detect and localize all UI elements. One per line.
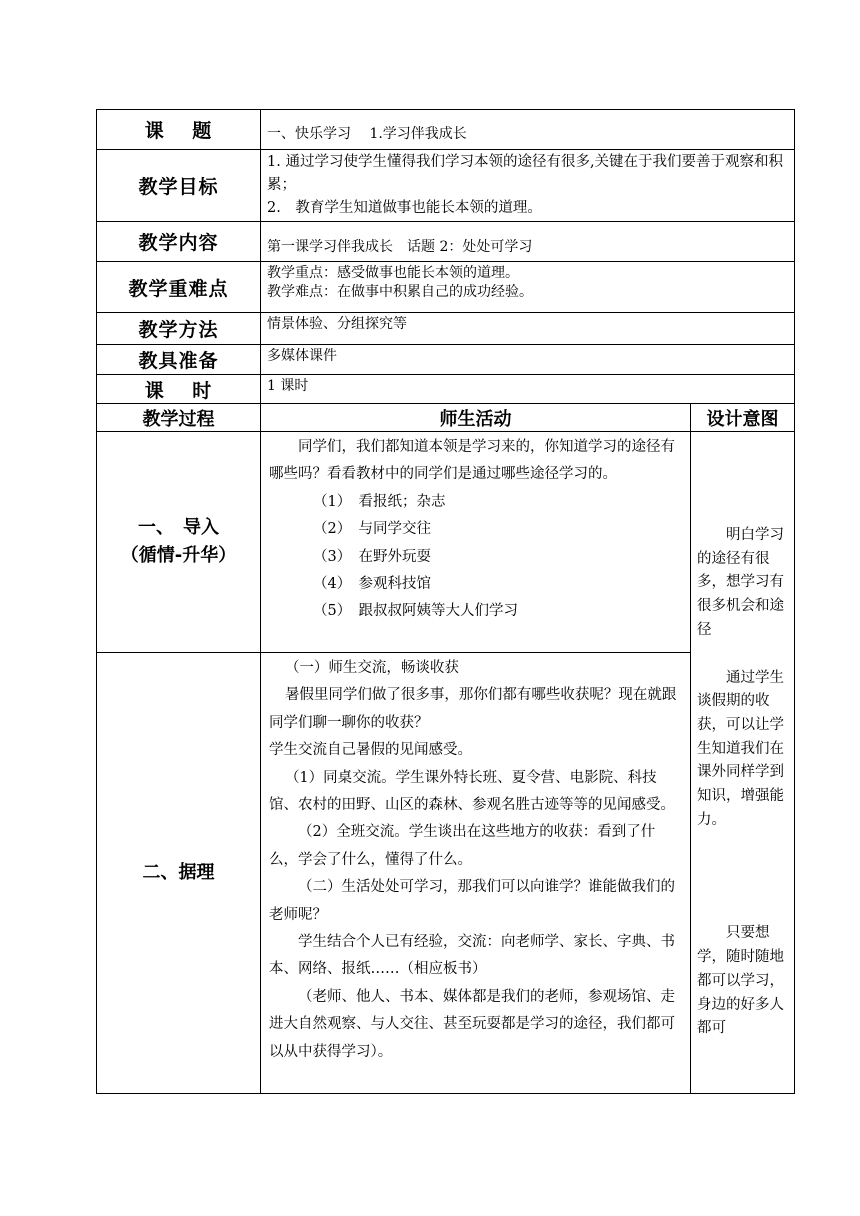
list-item: （2） 与同学交往 <box>313 521 431 538</box>
header-intent: 设计意图 <box>691 404 795 432</box>
row-section-reasoning <box>97 653 795 1094</box>
value-line: 2. 教育学生知道做事也能长本领的道理。 <box>267 200 542 216</box>
value-objectives <box>261 150 795 222</box>
list-item: （4） 参观科技馆 <box>313 576 431 593</box>
activity-paragraph: （2）全班交流。学生谈出在这些地方的收获：看到了什么，学会了什么，懂得了什么。 <box>269 824 656 868</box>
label-objectives: 教学目标 <box>97 150 261 222</box>
stage-subtitle: （循情-升华） <box>120 545 237 566</box>
activity-paragraph: 同学们，我们都知道本领是学习来的，你知道学习的途径有哪些吗？看看教材中的同学们是通过哪些途径学习的。 <box>269 439 675 483</box>
intent-paragraph: 明白学习的途径有很多，想学习有很多机会和途径 <box>697 527 784 638</box>
value-line: 1 课时 <box>267 378 309 394</box>
row-tools <box>97 345 795 375</box>
label-topic: 课 题 <box>97 110 261 150</box>
stage-intro <box>97 432 261 653</box>
label-methods: 教学方法 <box>97 313 261 345</box>
row-section-intro <box>97 432 795 653</box>
value-content <box>261 222 795 262</box>
row-process-header <box>97 404 795 432</box>
value-periods <box>261 375 795 404</box>
value-line: 一、快乐学习 1.学习伴我成长 <box>267 126 467 142</box>
stage-title: 一、 导入 <box>138 517 219 538</box>
value-topic <box>261 110 795 150</box>
intent-paragraph: 通过学生谈假期的收获，可以让学生知道我们在课外同样学到知识，增强能力。 <box>697 669 784 828</box>
activity-paragraph: 学生交流自己暑假的见闻感受。 <box>269 742 472 759</box>
value-line: 多媒体课件 <box>267 348 337 364</box>
value-methods <box>261 313 795 345</box>
row-methods <box>97 313 795 345</box>
label-content: 教学内容 <box>97 222 261 262</box>
value-line: 教学重点：感受做事也能长本领的道理。 <box>267 265 519 281</box>
activity-paragraph: （二）生活处处可学习，那我们可以向谁学？谁能做我们的老师呢？ <box>269 879 675 923</box>
value-line: 第一课学习伴我成长 话题 2：处处可学习 <box>267 239 533 255</box>
value-line: 情景体验、分组探究等 <box>267 316 407 332</box>
label-key-points: 教学重难点 <box>97 262 261 313</box>
list-item: （5） 跟叔叔阿姨等大人们学习 <box>313 603 518 620</box>
activity-reasoning <box>261 653 691 1094</box>
lesson-plan-table <box>96 109 795 1094</box>
value-key-points <box>261 262 795 313</box>
header-activity: 师生活动 <box>261 404 691 432</box>
intent-paragraph: 只要想学，随时随地都可以学习，身边的好多人都可 <box>697 925 784 1037</box>
row-content <box>97 222 795 262</box>
list-item: （1） 看报纸；杂志 <box>313 493 446 510</box>
row-periods <box>97 375 795 404</box>
row-topic <box>97 110 795 150</box>
label-tools: 教具准备 <box>97 345 261 375</box>
design-intent-cell <box>691 432 795 1094</box>
value-line: 教学难点：在做事中积累自己的成功经验。 <box>267 284 533 300</box>
activity-paragraph: （一）师生交流，畅谈收获 <box>284 660 459 676</box>
list-item: （3） 在野外玩耍 <box>313 548 431 565</box>
header-stage: 教学过程 <box>97 404 261 432</box>
activity-paragraph: 暑假里同学们做了很多事，那你们都有哪些收获呢？现在就跟同学们聊一聊你的收获？ <box>269 687 677 731</box>
activity-paragraph: 学生结合个人已有经验，交流：向老师学、家长、字典、书本、网络、报纸……（相应板书） <box>269 934 675 978</box>
activity-paragraph: （1）同桌交流。学生课外特长班、夏令营、电影院、科技馆、农村的田野、山区的森林、参观名胜古迹等等的见闻感受。 <box>269 769 675 814</box>
label-periods: 课 时 <box>97 375 261 404</box>
stage-reasoning: 二、据理 <box>97 653 261 1094</box>
row-objectives <box>97 150 795 222</box>
row-key-points <box>97 262 795 313</box>
activity-intro <box>261 432 691 653</box>
value-tools <box>261 345 795 375</box>
value-line: 1. 通过学习使学生懂得我们学习本领的途径有很多,关键在于我们要善于观察和积累； <box>267 154 784 193</box>
activity-paragraph: （老师、他人、书本、媒体都是我们的老师，参观场馆、走进大自然观察、与人交往、甚至玩耍都是学习的途径，我们都可以从中获得学习）。 <box>269 988 675 1060</box>
